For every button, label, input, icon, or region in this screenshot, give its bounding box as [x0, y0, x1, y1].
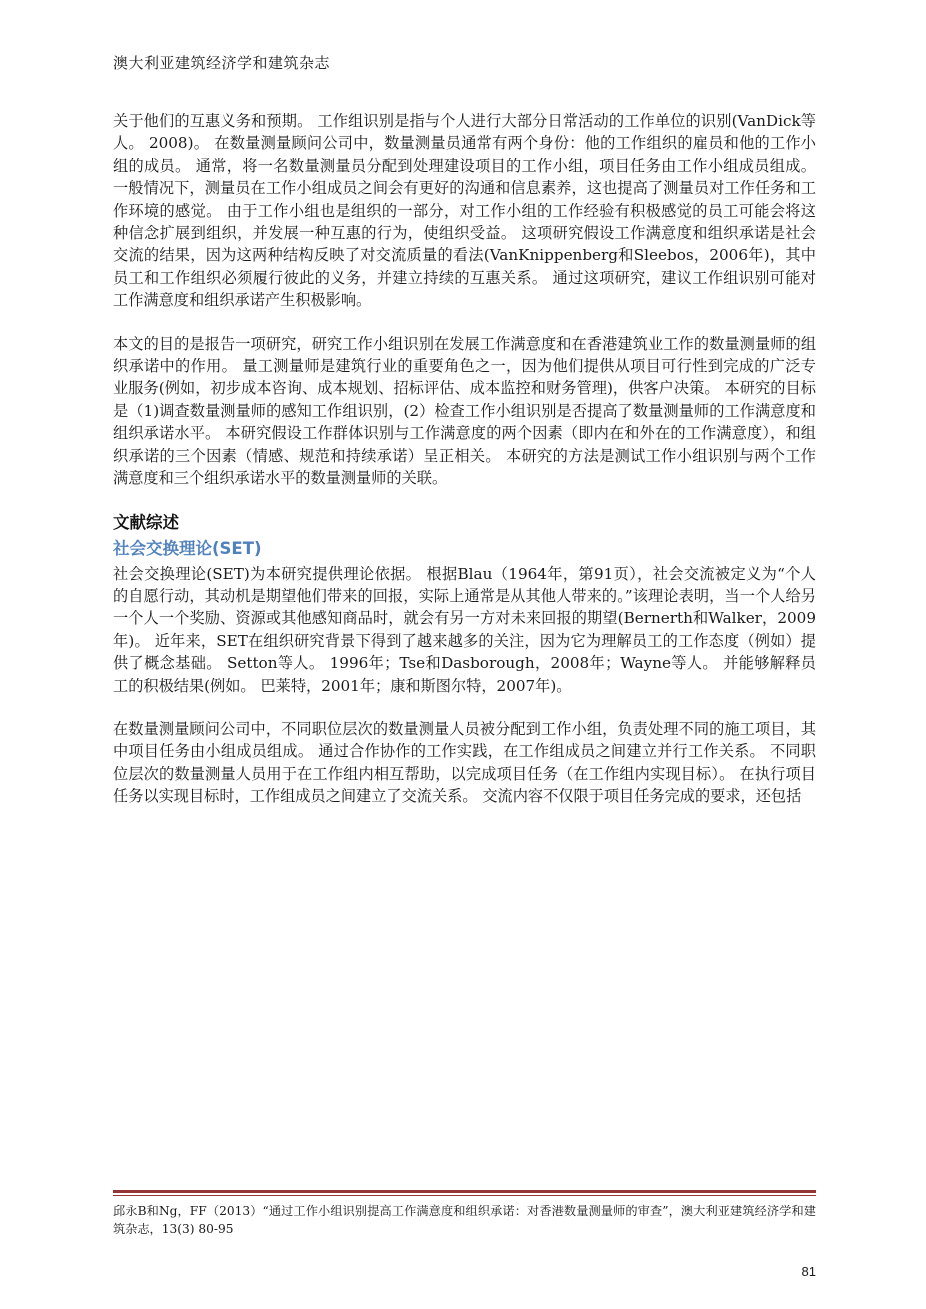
journal-title: 澳大利亚建筑经济学和建筑杂志 — [113, 54, 331, 72]
subsection-heading: 社会交换理论(SET) — [113, 538, 262, 558]
page-number: 81 — [801, 1264, 816, 1279]
paragraph: 关于他们的互惠义务和预期。 工作组识别是指与个人进行大部分日常活动的工作单位的识别(VanDick等人。 2008)。 在数量测量顾问公司中，数量测量员通常有两个身份：他的工作组织的雇员和他的工作小组的成员。 通常，将一名数量测量员分配到处理建设项目的工作小组，项目任务由工作小组成员组成。 一般情况下，测量员在工作小组成员之间会有更好的沟通和信息素养，这也提高了测量员对工作任务和工作环境的感觉。 由于工作小组也是组织的一部分，对工作小组的工作经验有积极感觉的员工可能会将这种信念扩展到组织，并发展一种互惠的行为，使组织受益。 这项研究假设工作满意度和组织承诺是社会交流的结果，因为这两种结构反映了对交流质量的看法(VanKnippenberg和Sleebos，2006年)，其中员工和工作组织必须履行彼此的义务，并建立持续的互惠关系。 通过这项研究，建议工作组识别可能对工作满意度和组织承诺产生积极影响。 — [113, 112, 816, 310]
section-heading: 文献综述 — [113, 512, 179, 532]
citation: 邱永B和Ng，FF（2013）“通过工作小组识别提高工作满意度和组织承诺：对香港数量测量师的审查”，澳大利亚建筑经济学和建筑杂志，13(3) 80-95 — [113, 1204, 816, 1236]
article-body — [113, 110, 816, 829]
paragraph: 社会交换理论(SET)为本研究提供理论依据。 根据Blau（1964年，第91页），社会交流被定义为“个人的自愿行动，其动机是期望他们带来的回报，实际上通常是从其他人带来的。”该理论表明，当一个人给另一个人一个奖励、资源或其他感知商品时，就会有另一方对未来回报的期望(Bernerth和Walker，2009年)。 近年来，SET在组织研究背景下得到了越来越多的关注，因为它为理解员工的工作态度（例如）提供了概念基础。 Setton等人。 1996年；Tse和Dasborough，2008年；Wayne等人。 并能够解释员工的积极结果(例如。 巴莱特，2001年；康和斯图尔特，2007年)。 — [113, 564, 816, 695]
paragraph: 在数量测量顾问公司中，不同职位层次的数量测量人员被分配到工作小组，负责处理不同的施工项目，其中项目任务由小组成员组成。 通过合作协作的工作实践，在工作组成员之间建立并行工作关系。 不同职位层次的数量测量人员用于在工作组内相互帮助，以完成项目任务（在工作组内实现目标）。 在执行项目任务以实现目标时，工作组成员之间建立了交流关系。 交流内容不仅限于项目任务完成的要求，还包括 — [113, 719, 816, 806]
footer-rule — [113, 1190, 816, 1193]
paragraph: 本文的目的是报告一项研究，研究工作小组识别在发展工作满意度和在香港建筑业工作的数量测量师的组织承诺中的作用。 量工测量师是建筑行业的重要角色之一，因为他们提供从项目可行性到完成的广泛专业服务(例如，初步成本咨询、成本规划、招标评估、成本监控和财务管理)，供客户决策。 本研究的目标是（1)调查数量测量师的感知工作组识别，(2）检查工作小组识别是否提高了数量测量师的工作满意度和组织承诺水平。 本研究假设工作群体识别与工作满意度的两个因素（即内在和外在的工作满意度），和组织承诺的三个因素（情感、规范和持续承诺）呈正相关。 本研究的方法是测试工作小组识别与两个工作满意度和三个组织承诺水平的数量测量师的关联。 — [113, 334, 816, 488]
footer-rule-thin — [113, 1195, 816, 1196]
